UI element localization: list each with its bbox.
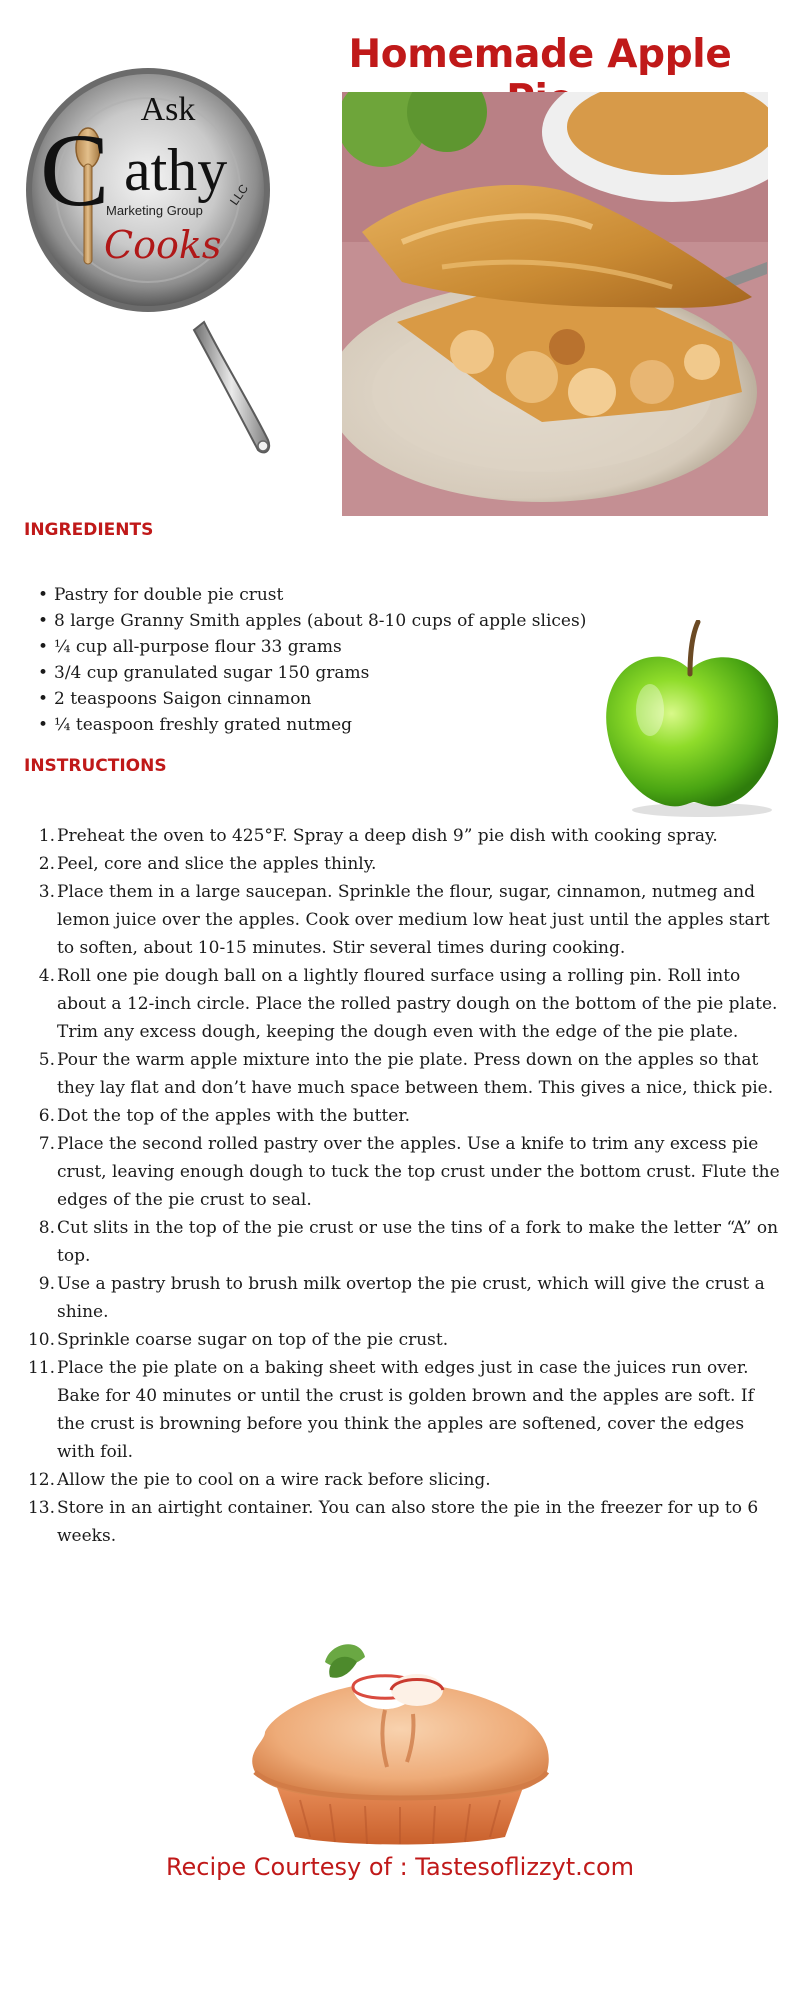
ingredient-item: • ¼ cup all-purpose flour 33 grams (24, 634, 584, 660)
step-number: 2. (38, 854, 55, 874)
instruction-step (24, 1326, 782, 1354)
ingredient-item: • 2 teaspoons Saigon cinnamon (24, 686, 584, 712)
instruction-step (24, 962, 782, 1046)
ingredient-item: • 8 large Granny Smith apples (about 8-10 cups of apple slices) (24, 608, 584, 634)
recipe-title: Homemade Apple (348, 32, 732, 77)
instruction-step (24, 1214, 782, 1270)
step-text: Place the pie plate on a baking sheet with edges just in case the juices run over. Bake for 40 minutes or until the crust is golden brown and the apples are soft. If the crust is browning before you think the apples are softened, cover the edges with foil. (57, 1358, 754, 1462)
instruction-step (24, 1354, 782, 1466)
step-number: 1. (38, 826, 55, 846)
step-number: 9. (38, 1274, 55, 1294)
instruction-step (24, 1466, 782, 1494)
step-number: 7. (38, 1134, 55, 1154)
ingredient-item: • Pastry for double pie crust (24, 582, 584, 608)
step-number: 6. (38, 1106, 55, 1126)
recipe-credit: Recipe Courtesy of : Tastesoflizzyt.com (165, 1853, 635, 1881)
watercolor-pie-icon (235, 1632, 565, 1852)
logo-group: Marketing Group (106, 203, 203, 218)
step-text: Store in an airtight container. You can also store the pie in the freezer for up to 6 weeks. (57, 1498, 759, 1546)
instruction-step (24, 1130, 782, 1214)
step-text: Peel, core and slice the apples thinly. (57, 854, 377, 874)
step-text: Use a pastry brush to brush milk overtop the pie crust, which will give the crust a shine. (57, 1274, 765, 1322)
instruction-step (24, 850, 782, 878)
instruction-step (24, 1102, 782, 1130)
ingredient-item: • ¼ teaspoon freshly grated nutmeg (24, 712, 584, 738)
step-text: Place them in a large saucepan. Sprinkle the flour, sugar, cinnamon, nutmeg and lemon juice over the apples. Cook over medium low heat just until the apples start to soften, about 10-15 minutes. Stir several times during cooking. (57, 882, 770, 958)
step-number: 8. (38, 1218, 55, 1238)
ingredient-item: • 3/4 cup granulated sugar 150 grams (24, 660, 584, 686)
instruction-step (24, 878, 782, 962)
apple-pie-slice-photo (342, 92, 768, 516)
instruction-step (24, 1494, 782, 1550)
instruction-step (24, 1046, 782, 1102)
step-number: 13. (27, 1498, 55, 1518)
logo-ask: Ask (140, 91, 196, 128)
instructions-list (24, 822, 782, 1550)
instruction-step (24, 822, 782, 850)
step-number: 4. (38, 966, 55, 986)
frying-pan-logo-icon (18, 40, 298, 470)
instructions-heading: INSTRUCTIONS (24, 756, 167, 776)
step-number: 3. (38, 882, 55, 902)
step-number: 12. (27, 1470, 55, 1490)
green-apple-icon (590, 620, 790, 820)
step-text: Roll one pie dough ball on a lightly floured surface using a rolling pin. Roll into about a 12-inch circle. Place the rolled pastry dough on the bottom of the pie plate. Trim any excess dough, keeping the dough even with the edge of the pie plate. (57, 966, 778, 1042)
step-text: Place the second rolled pastry over the apples. Use a knife to trim any excess pie crust, leaving enough dough to tuck the top crust under the bottom crust. Flute the edges of the pie crust to seal. (57, 1134, 780, 1210)
logo-llc: LLC (226, 181, 252, 208)
logo-name: athy (124, 137, 228, 203)
ingredients-list (24, 582, 587, 738)
logo-cooks: Cooks (104, 223, 222, 267)
step-text: Cut slits in the top of the pie crust or use the tins of a fork to make the letter “A” on top. (57, 1218, 779, 1266)
ingredients-heading: INGREDIENTS (24, 520, 154, 540)
step-text: Dot the top of the apples with the butter. (57, 1106, 411, 1126)
step-number: 5. (38, 1050, 55, 1070)
step-text: Sprinkle coarse sugar on top of the pie crust. (57, 1330, 449, 1350)
logo-initial: C (40, 113, 110, 228)
instruction-step (24, 1270, 782, 1326)
step-text: Allow the pie to cool on a wire rack before slicing. (57, 1470, 491, 1490)
step-number: 10. (27, 1330, 55, 1350)
step-text: Pour the warm apple mixture into the pie plate. Press down on the apples so that they lay flat and don’t have much space between them. This gives a nice, thick pie. (57, 1050, 774, 1098)
step-text: Preheat the oven to 425°F. Spray a deep dish 9” pie dish with cooking spray. (57, 826, 718, 846)
step-number: 11. (27, 1358, 55, 1378)
